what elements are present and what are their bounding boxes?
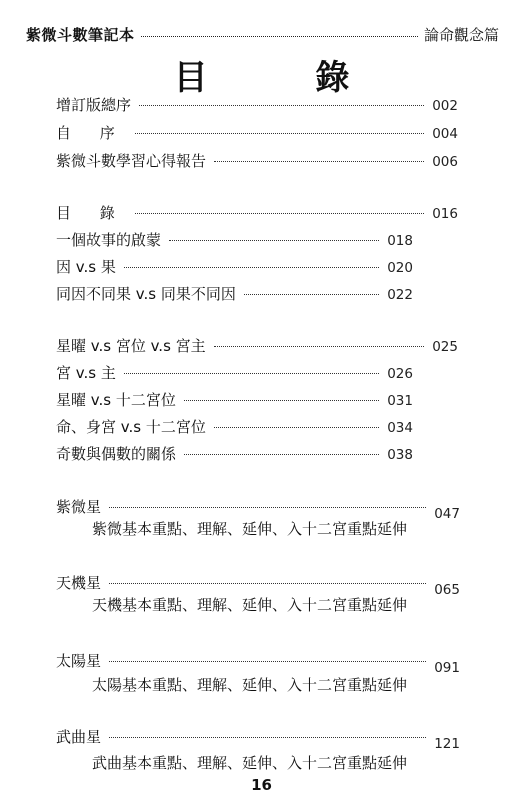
toc-leader: [109, 583, 426, 584]
toc-entry-label: 目 錄: [56, 204, 127, 222]
toc-leader: [214, 346, 425, 347]
toc-entry-page: 034: [387, 420, 413, 436]
toc-entry-page: 121: [434, 736, 460, 752]
toc-entry-page: 065: [434, 582, 460, 598]
toc-entry[interactable]: [56, 389, 413, 411]
toc-entry-page: 006: [432, 154, 458, 170]
book-title: 紫微斗數筆記本: [26, 26, 135, 44]
toc-entry-description: 太陽基本重點、理解、延伸、入十二宮重點延伸: [92, 676, 408, 694]
toc-entry-page: 004: [432, 126, 458, 142]
page-number: 16: [251, 776, 272, 794]
toc-leader: [135, 213, 424, 214]
toc-entry-page: 026: [387, 366, 413, 382]
toc-entry[interactable]: [56, 94, 458, 116]
toc-entry-label: 紫微星: [56, 498, 102, 516]
toc-entry-page: 038: [387, 447, 413, 463]
toc-entry-label: 奇數與偶數的關係: [56, 445, 177, 463]
toc-entry-label: 一個故事的啟蒙: [56, 231, 162, 249]
toc-leader: [184, 400, 379, 401]
toc-entry[interactable]: [56, 650, 460, 676]
toc-entry[interactable]: [56, 256, 413, 278]
toc-entry-label: 命、身宮 v.s 十二宮位: [56, 418, 206, 436]
toc-entry-label: 太陽星: [56, 652, 102, 670]
toc-entry[interactable]: [56, 283, 413, 305]
toc-entry-label: 武曲星: [56, 728, 102, 746]
page-title: 目 錄: [173, 58, 398, 98]
toc-leader: [214, 161, 424, 162]
toc-entry-description: 紫微基本重點、理解、延伸、入十二宮重點延伸: [92, 520, 408, 538]
toc-entry-label: 星曜 v.s 十二宮位: [56, 391, 176, 409]
toc-entry-page: 020: [387, 260, 413, 276]
toc-entry-label: 同因不同果 v.s 同果不同因: [56, 285, 236, 303]
toc-entry-page: 016: [432, 206, 458, 222]
toc-leader: [244, 294, 379, 295]
toc-leader: [124, 267, 379, 268]
toc-leader: [184, 454, 379, 455]
toc-entry-page: 091: [434, 660, 460, 676]
toc-leader: [169, 240, 379, 241]
toc-entry[interactable]: [56, 496, 460, 522]
toc-leader: [109, 507, 426, 508]
toc-entry-label: 宮 v.s 主: [56, 364, 116, 382]
toc-entry-label: 天機星: [56, 574, 102, 592]
toc-entry[interactable]: [56, 335, 458, 357]
toc-entry-label: 星曜 v.s 宮位 v.s 宮主: [56, 337, 206, 355]
toc-entry[interactable]: [56, 229, 413, 251]
toc-leader: [109, 661, 426, 662]
toc-leader: [109, 737, 426, 738]
header-leader: [141, 36, 418, 37]
toc-entry[interactable]: [56, 443, 413, 465]
toc-entry-label: 因 v.s 果: [56, 258, 116, 276]
toc-entry-page: 025: [432, 339, 458, 355]
running-header: [26, 24, 499, 45]
toc-entry[interactable]: [56, 362, 413, 384]
toc-entry-page: 047: [434, 506, 460, 522]
toc-entry[interactable]: [56, 572, 460, 598]
toc-entry-page: 031: [387, 393, 413, 409]
toc-entry[interactable]: [56, 122, 458, 144]
toc-entry[interactable]: [56, 726, 460, 752]
toc-entry-description: 天機基本重點、理解、延伸、入十二宮重點延伸: [92, 596, 408, 614]
toc-entry[interactable]: [56, 150, 458, 172]
toc-leader: [124, 373, 379, 374]
toc-entry-description: 武曲基本重點、理解、延伸、入十二宮重點延伸: [92, 754, 408, 772]
toc-entry[interactable]: [56, 202, 458, 224]
toc-entry-label: 自 序: [56, 124, 127, 142]
toc-entry-page: 002: [432, 98, 458, 114]
toc-leader: [135, 133, 424, 134]
toc-leader: [139, 105, 424, 106]
toc-leader: [214, 427, 379, 428]
toc-entry-page: 022: [387, 287, 413, 303]
toc-entry-label: 增訂版總序: [56, 96, 132, 114]
toc-entry[interactable]: [56, 416, 413, 438]
toc-entry-page: 018: [387, 233, 413, 249]
section-title: 論命觀念篇: [423, 26, 499, 44]
toc-entry-label: 紫微斗數學習心得報告: [56, 152, 207, 170]
